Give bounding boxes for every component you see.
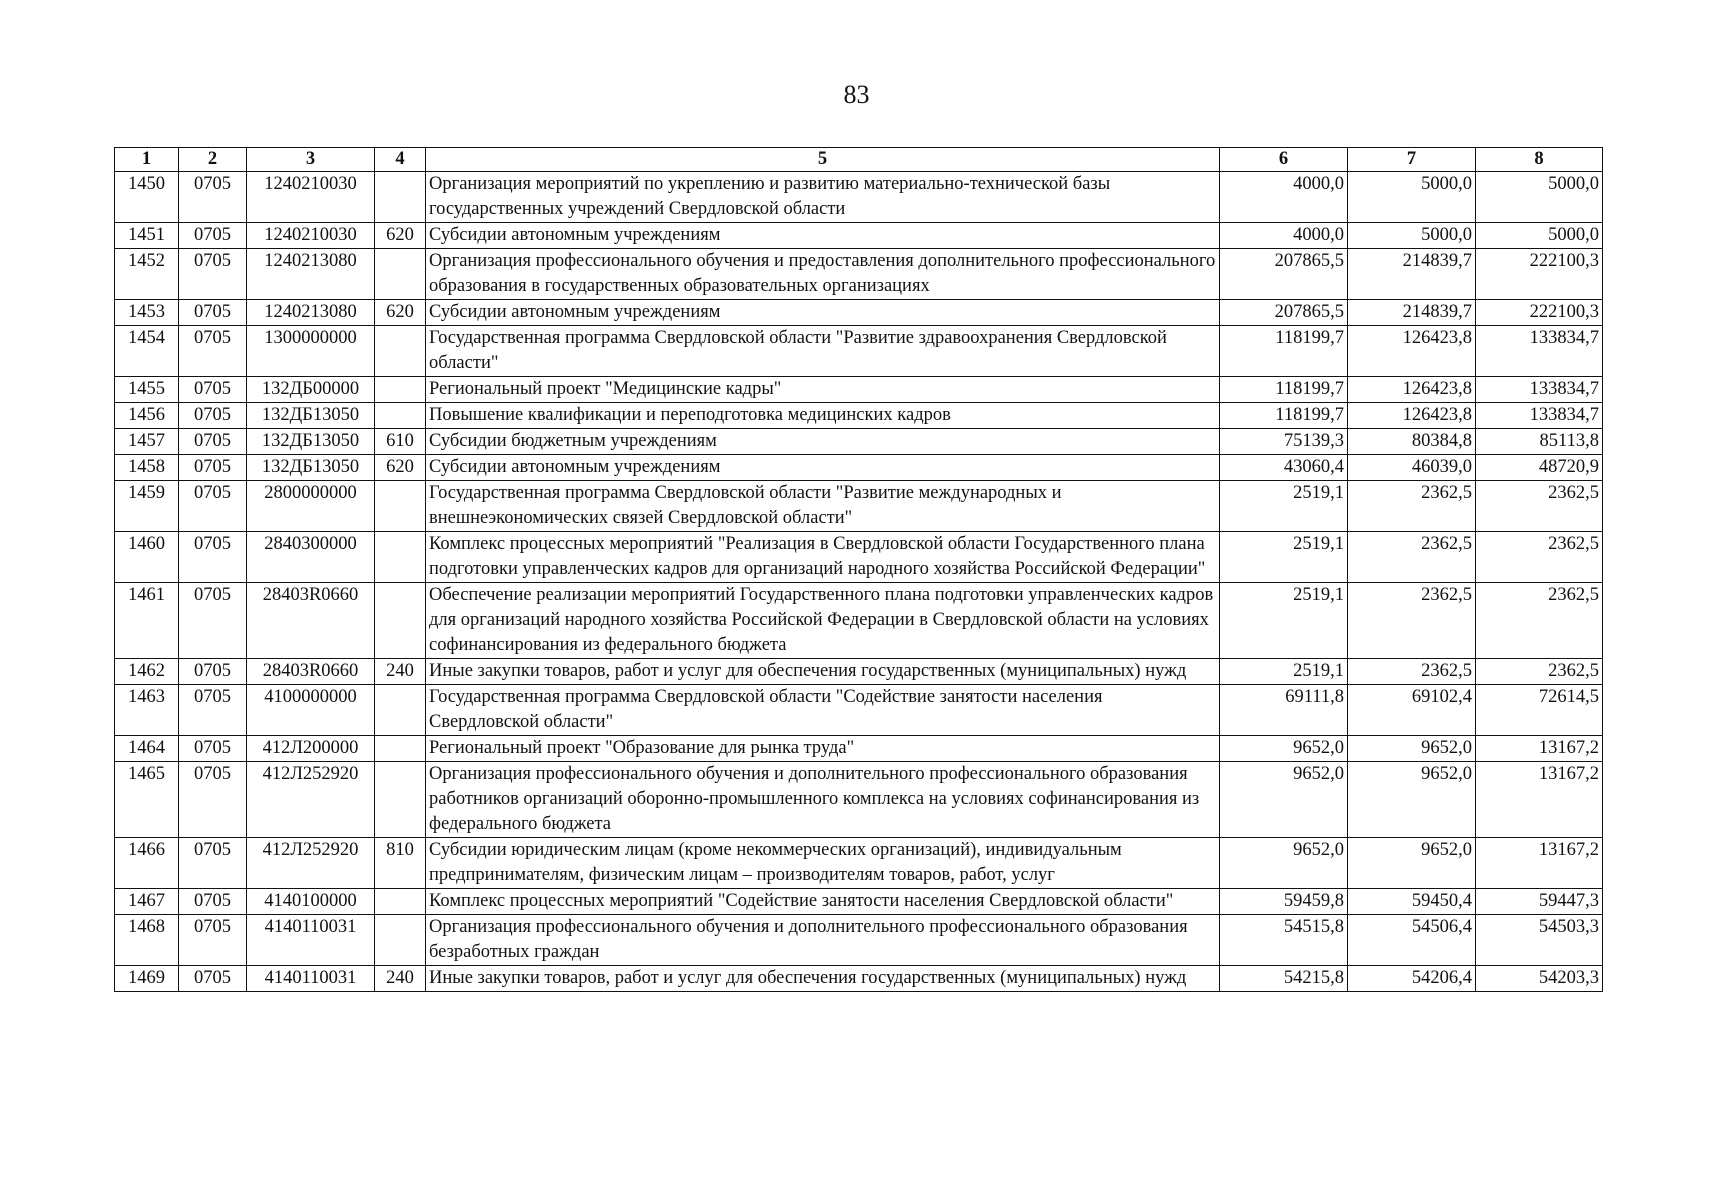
section-code-cell: 0705 [179,762,247,838]
expense-type-cell: 610 [375,429,426,455]
table-row [115,172,1603,223]
expense-type-cell: 810 [375,838,426,889]
amount-col-8-cell: 2362,5 [1476,659,1603,685]
target-article-cell: 132ДБ13050 [247,403,375,429]
table-row [115,429,1603,455]
amount-col-6-cell: 4000,0 [1220,172,1348,223]
expense-type-cell [375,532,426,583]
table-row [115,455,1603,481]
amount-col-8-cell: 13167,2 [1476,736,1603,762]
description-cell: Комплекс процессных мероприятий "Содействие занятости населения Свердловской области" [426,889,1220,915]
amount-col-8-cell: 72614,5 [1476,685,1603,736]
amount-col-7-cell: 9652,0 [1348,762,1476,838]
header-cell-1: 1 [115,148,179,172]
amount-col-7-cell: 9652,0 [1348,736,1476,762]
target-article-cell: 4140100000 [247,889,375,915]
amount-col-7-cell: 46039,0 [1348,455,1476,481]
amount-col-7-cell: 54506,4 [1348,915,1476,966]
target-article-cell: 412Л200000 [247,736,375,762]
target-article-cell: 28403R0660 [247,659,375,685]
table-row [115,915,1603,966]
amount-col-8-cell: 13167,2 [1476,762,1603,838]
table-row [115,249,1603,300]
description-cell: Субсидии юридическим лицам (кроме некоммерческих организаций), индивидуальным предпринимателям, физическим лицам – производителям товаров, работ, услуг [426,838,1220,889]
table-row [115,583,1603,659]
table-row [115,532,1603,583]
amount-col-7-cell: 126423,8 [1348,403,1476,429]
section-code-cell: 0705 [179,915,247,966]
table-row [115,481,1603,532]
amount-col-8-cell: 13167,2 [1476,838,1603,889]
amount-col-6-cell: 4000,0 [1220,223,1348,249]
amount-col-8-cell: 54203,3 [1476,966,1603,992]
table-row [115,762,1603,838]
row-number-cell: 1465 [115,762,179,838]
amount-col-6-cell: 59459,8 [1220,889,1348,915]
page-number: 83 [843,80,870,109]
table-row [115,403,1603,429]
amount-col-6-cell: 207865,5 [1220,249,1348,300]
amount-col-7-cell: 2362,5 [1348,532,1476,583]
section-code-cell: 0705 [179,481,247,532]
table-row [115,685,1603,736]
section-code-cell: 0705 [179,429,247,455]
row-number-cell: 1456 [115,403,179,429]
description-cell: Государственная программа Свердловской области "Развитие здравоохранения Свердловской области" [426,326,1220,377]
amount-col-7-cell: 126423,8 [1348,377,1476,403]
table-row [115,223,1603,249]
amount-col-8-cell: 85113,8 [1476,429,1603,455]
header-row [115,148,1603,172]
target-article-cell: 4140110031 [247,915,375,966]
section-code-cell: 0705 [179,838,247,889]
amount-col-6-cell: 118199,7 [1220,326,1348,377]
description-cell: Субсидии автономным учреждениям [426,223,1220,249]
row-number-cell: 1464 [115,736,179,762]
description-cell: Региональный проект "Образование для рынка труда" [426,736,1220,762]
table-row [115,326,1603,377]
row-number-cell: 1455 [115,377,179,403]
amount-col-7-cell: 59450,4 [1348,889,1476,915]
expense-type-cell: 240 [375,659,426,685]
amount-col-6-cell: 69111,8 [1220,685,1348,736]
amount-col-6-cell: 43060,4 [1220,455,1348,481]
target-article-cell: 132ДБ00000 [247,377,375,403]
expense-type-cell [375,685,426,736]
row-number-cell: 1468 [115,915,179,966]
target-article-cell: 132ДБ13050 [247,455,375,481]
expense-type-cell [375,889,426,915]
amount-col-6-cell: 118199,7 [1220,403,1348,429]
expense-type-cell [375,326,426,377]
row-number-cell: 1454 [115,326,179,377]
amount-col-8-cell: 133834,7 [1476,326,1603,377]
table-row [115,889,1603,915]
description-cell: Организация профессионального обучения и предоставления дополнительного профессионального образования в государственных образовательных организациях [426,249,1220,300]
expense-type-cell [375,762,426,838]
amount-col-8-cell: 54503,3 [1476,915,1603,966]
description-cell: Субсидии бюджетным учреждениям [426,429,1220,455]
expense-type-cell: 620 [375,223,426,249]
table-row [115,966,1603,992]
target-article-cell: 1240210030 [247,172,375,223]
expense-type-cell [375,172,426,223]
description-cell: Государственная программа Свердловской области "Содействие занятости населения Свердловской области" [426,685,1220,736]
header-cell-7: 7 [1348,148,1476,172]
amount-col-6-cell: 9652,0 [1220,736,1348,762]
section-code-cell: 0705 [179,685,247,736]
amount-col-8-cell: 222100,3 [1476,300,1603,326]
budget-table [114,147,1603,992]
description-cell: Повышение квалификации и переподготовка медицинских кадров [426,403,1220,429]
amount-col-8-cell: 48720,9 [1476,455,1603,481]
amount-col-6-cell: 75139,3 [1220,429,1348,455]
header-cell-6: 6 [1220,148,1348,172]
row-number-cell: 1469 [115,966,179,992]
target-article-cell: 2800000000 [247,481,375,532]
amount-col-7-cell: 214839,7 [1348,300,1476,326]
amount-col-7-cell: 126423,8 [1348,326,1476,377]
amount-col-8-cell: 133834,7 [1476,403,1603,429]
section-code-cell: 0705 [179,223,247,249]
expense-type-cell: 620 [375,300,426,326]
expense-type-cell [375,403,426,429]
target-article-cell: 28403R0660 [247,583,375,659]
header-cell-8: 8 [1476,148,1603,172]
amount-col-8-cell: 2362,5 [1476,481,1603,532]
section-code-cell: 0705 [179,326,247,377]
expense-type-cell [375,736,426,762]
row-number-cell: 1460 [115,532,179,583]
header-cell-3: 3 [247,148,375,172]
table-row [115,300,1603,326]
target-article-cell: 1300000000 [247,326,375,377]
amount-col-6-cell: 2519,1 [1220,532,1348,583]
amount-col-6-cell: 9652,0 [1220,762,1348,838]
amount-col-6-cell: 2519,1 [1220,481,1348,532]
expense-type-cell [375,915,426,966]
table-row [115,736,1603,762]
amount-col-8-cell: 133834,7 [1476,377,1603,403]
expense-type-cell: 620 [375,455,426,481]
row-number-cell: 1467 [115,889,179,915]
description-cell: Организация профессионального обучения и дополнительного профессионального образования безработных граждан [426,915,1220,966]
description-cell: Организация профессионального обучения и дополнительного профессионального образования работников организаций оборонно-промышленного комплекса на условиях софинансирования из федерального бюджета [426,762,1220,838]
target-article-cell: 412Л252920 [247,838,375,889]
description-cell: Обеспечение реализации мероприятий Государственного плана подготовки управленческих кадров для организаций народного хозяйства Российской Федерации в Свердловской области на условиях софинансирования из федерального бюджета [426,583,1220,659]
amount-col-8-cell: 2362,5 [1476,583,1603,659]
target-article-cell: 1240213080 [247,300,375,326]
description-cell: Иные закупки товаров, работ и услуг для обеспечения государственных (муниципальных) нужд [426,966,1220,992]
amount-col-7-cell: 9652,0 [1348,838,1476,889]
target-article-cell: 1240213080 [247,249,375,300]
target-article-cell: 132ДБ13050 [247,429,375,455]
row-number-cell: 1463 [115,685,179,736]
section-code-cell: 0705 [179,659,247,685]
target-article-cell: 4140110031 [247,966,375,992]
row-number-cell: 1451 [115,223,179,249]
amount-col-6-cell: 9652,0 [1220,838,1348,889]
section-code-cell: 0705 [179,736,247,762]
target-article-cell: 4100000000 [247,685,375,736]
expense-type-cell [375,481,426,532]
row-number-cell: 1453 [115,300,179,326]
section-code-cell: 0705 [179,455,247,481]
row-number-cell: 1459 [115,481,179,532]
section-code-cell: 0705 [179,172,247,223]
section-code-cell: 0705 [179,583,247,659]
amount-col-8-cell: 2362,5 [1476,532,1603,583]
section-code-cell: 0705 [179,377,247,403]
amount-col-7-cell: 5000,0 [1348,172,1476,223]
section-code-cell: 0705 [179,300,247,326]
row-number-cell: 1457 [115,429,179,455]
target-article-cell: 1240210030 [247,223,375,249]
row-number-cell: 1458 [115,455,179,481]
header-cell-4: 4 [375,148,426,172]
amount-col-8-cell: 59447,3 [1476,889,1603,915]
amount-col-7-cell: 80384,8 [1348,429,1476,455]
amount-col-6-cell: 207865,5 [1220,300,1348,326]
description-cell: Иные закупки товаров, работ и услуг для обеспечения государственных (муниципальных) нужд [426,659,1220,685]
amount-col-6-cell: 2519,1 [1220,659,1348,685]
expense-type-cell [375,583,426,659]
amount-col-6-cell: 2519,1 [1220,583,1348,659]
header-cell-5: 5 [426,148,1220,172]
expense-type-cell: 240 [375,966,426,992]
row-number-cell: 1461 [115,583,179,659]
section-code-cell: 0705 [179,966,247,992]
target-article-cell: 2840300000 [247,532,375,583]
description-cell: Субсидии автономным учреждениям [426,455,1220,481]
row-number-cell: 1452 [115,249,179,300]
amount-col-8-cell: 5000,0 [1476,172,1603,223]
table-row [115,659,1603,685]
amount-col-7-cell: 5000,0 [1348,223,1476,249]
amount-col-8-cell: 5000,0 [1476,223,1603,249]
amount-col-7-cell: 2362,5 [1348,583,1476,659]
row-number-cell: 1466 [115,838,179,889]
amount-col-8-cell: 222100,3 [1476,249,1603,300]
description-cell: Субсидии автономным учреждениям [426,300,1220,326]
amount-col-7-cell: 2362,5 [1348,659,1476,685]
expense-type-cell [375,249,426,300]
description-cell: Комплекс процессных мероприятий "Реализация в Свердловской области Государственного плана подготовки управленческих кадров для организаций народного хозяйства Российской Федерации" [426,532,1220,583]
table-row [115,838,1603,889]
amount-col-7-cell: 54206,4 [1348,966,1476,992]
section-code-cell: 0705 [179,249,247,300]
section-code-cell: 0705 [179,403,247,429]
target-article-cell: 412Л252920 [247,762,375,838]
description-cell: Организация мероприятий по укреплению и развитию материально-технической базы государственных учреждений Свердловской области [426,172,1220,223]
amount-col-7-cell: 2362,5 [1348,481,1476,532]
amount-col-6-cell: 54515,8 [1220,915,1348,966]
row-number-cell: 1462 [115,659,179,685]
table-row [115,377,1603,403]
expense-type-cell [375,377,426,403]
description-cell: Государственная программа Свердловской области "Развитие международных и внешнеэкономических связей Свердловской области" [426,481,1220,532]
section-code-cell: 0705 [179,889,247,915]
amount-col-6-cell: 54215,8 [1220,966,1348,992]
amount-col-7-cell: 214839,7 [1348,249,1476,300]
amount-col-7-cell: 69102,4 [1348,685,1476,736]
header-cell-2: 2 [179,148,247,172]
row-number-cell: 1450 [115,172,179,223]
description-cell: Региональный проект "Медицинские кадры" [426,377,1220,403]
amount-col-6-cell: 118199,7 [1220,377,1348,403]
section-code-cell: 0705 [179,532,247,583]
